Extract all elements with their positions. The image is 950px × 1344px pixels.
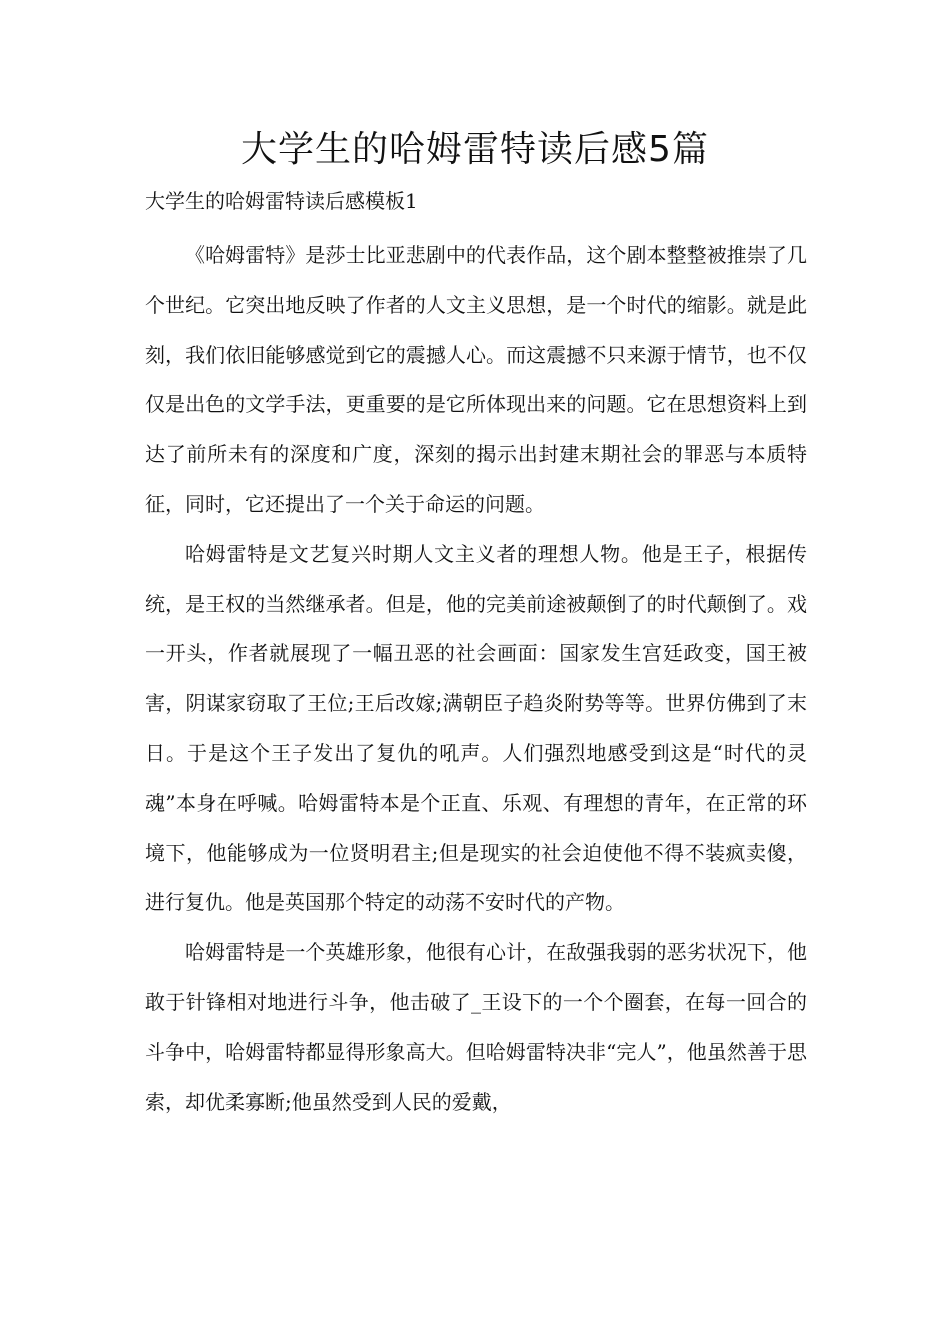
paragraph-1: 《哈姆雷特》是莎士比亚悲剧中的代表作品，这个剧本整整被推崇了几个世纪。它突出地反映了作者的人文主义思想，是一个时代的缩影。就是此刻，我们依旧能够感觉到它的震撼人心。而这震撼不只来源于情节，也不仅仅是出色的文学手法，更重要的是它所体现出来的问题。它在思想资料上到达了前所未有的深度和广度，深刻的揭示出封建末期社会的罪恶与本质特征，同时，它还提出了一个关于命运的问题。 [145, 243, 807, 516]
document-body [145, 231, 807, 1127]
paragraph-3: 哈姆雷特是一个英雄形象，他很有心计，在敌强我弱的恶劣状况下，他敢于针锋相对地进行斗争，他击破了_王设下的一个个圈套，在每一回合的斗争中，哈姆雷特都显得形象高大。但哈姆雷特决非“完人”，他虽然善于思索，却优柔寡断;他虽然受到人民的爱戴， [145, 940, 807, 1114]
paragraph-2: 哈姆雷特是文艺复兴时期人文主义者的理想人物。他是王子，根据传统，是王权的当然继承者。但是，他的完美前途被颠倒了的时代颠倒了。戏一开头，作者就展现了一幅丑恶的社会画面：国家发生宫廷政变，国王被害，阴谋家窃取了王位;王后改嫁;满朝臣子趋炎附势等等。世界仿佛到了末日。于是这个王子发出了复仇的吼声。人们强烈地感受到这是“时代的灵魂”本身在呼喊。哈姆雷特本是个正直、乐观、有理想的青年，在正常的环境下，他能够成为一位贤明君主;但是现实的社会迫使他不得不装疯卖傻，进行复仇。他是英国那个特定的动荡不安时代的产物。 [145, 541, 807, 915]
document-title: 大学生的哈姆雷特读后感5篇 [241, 129, 709, 170]
section-heading: 大学生的哈姆雷特读后感模板1 [145, 189, 418, 213]
